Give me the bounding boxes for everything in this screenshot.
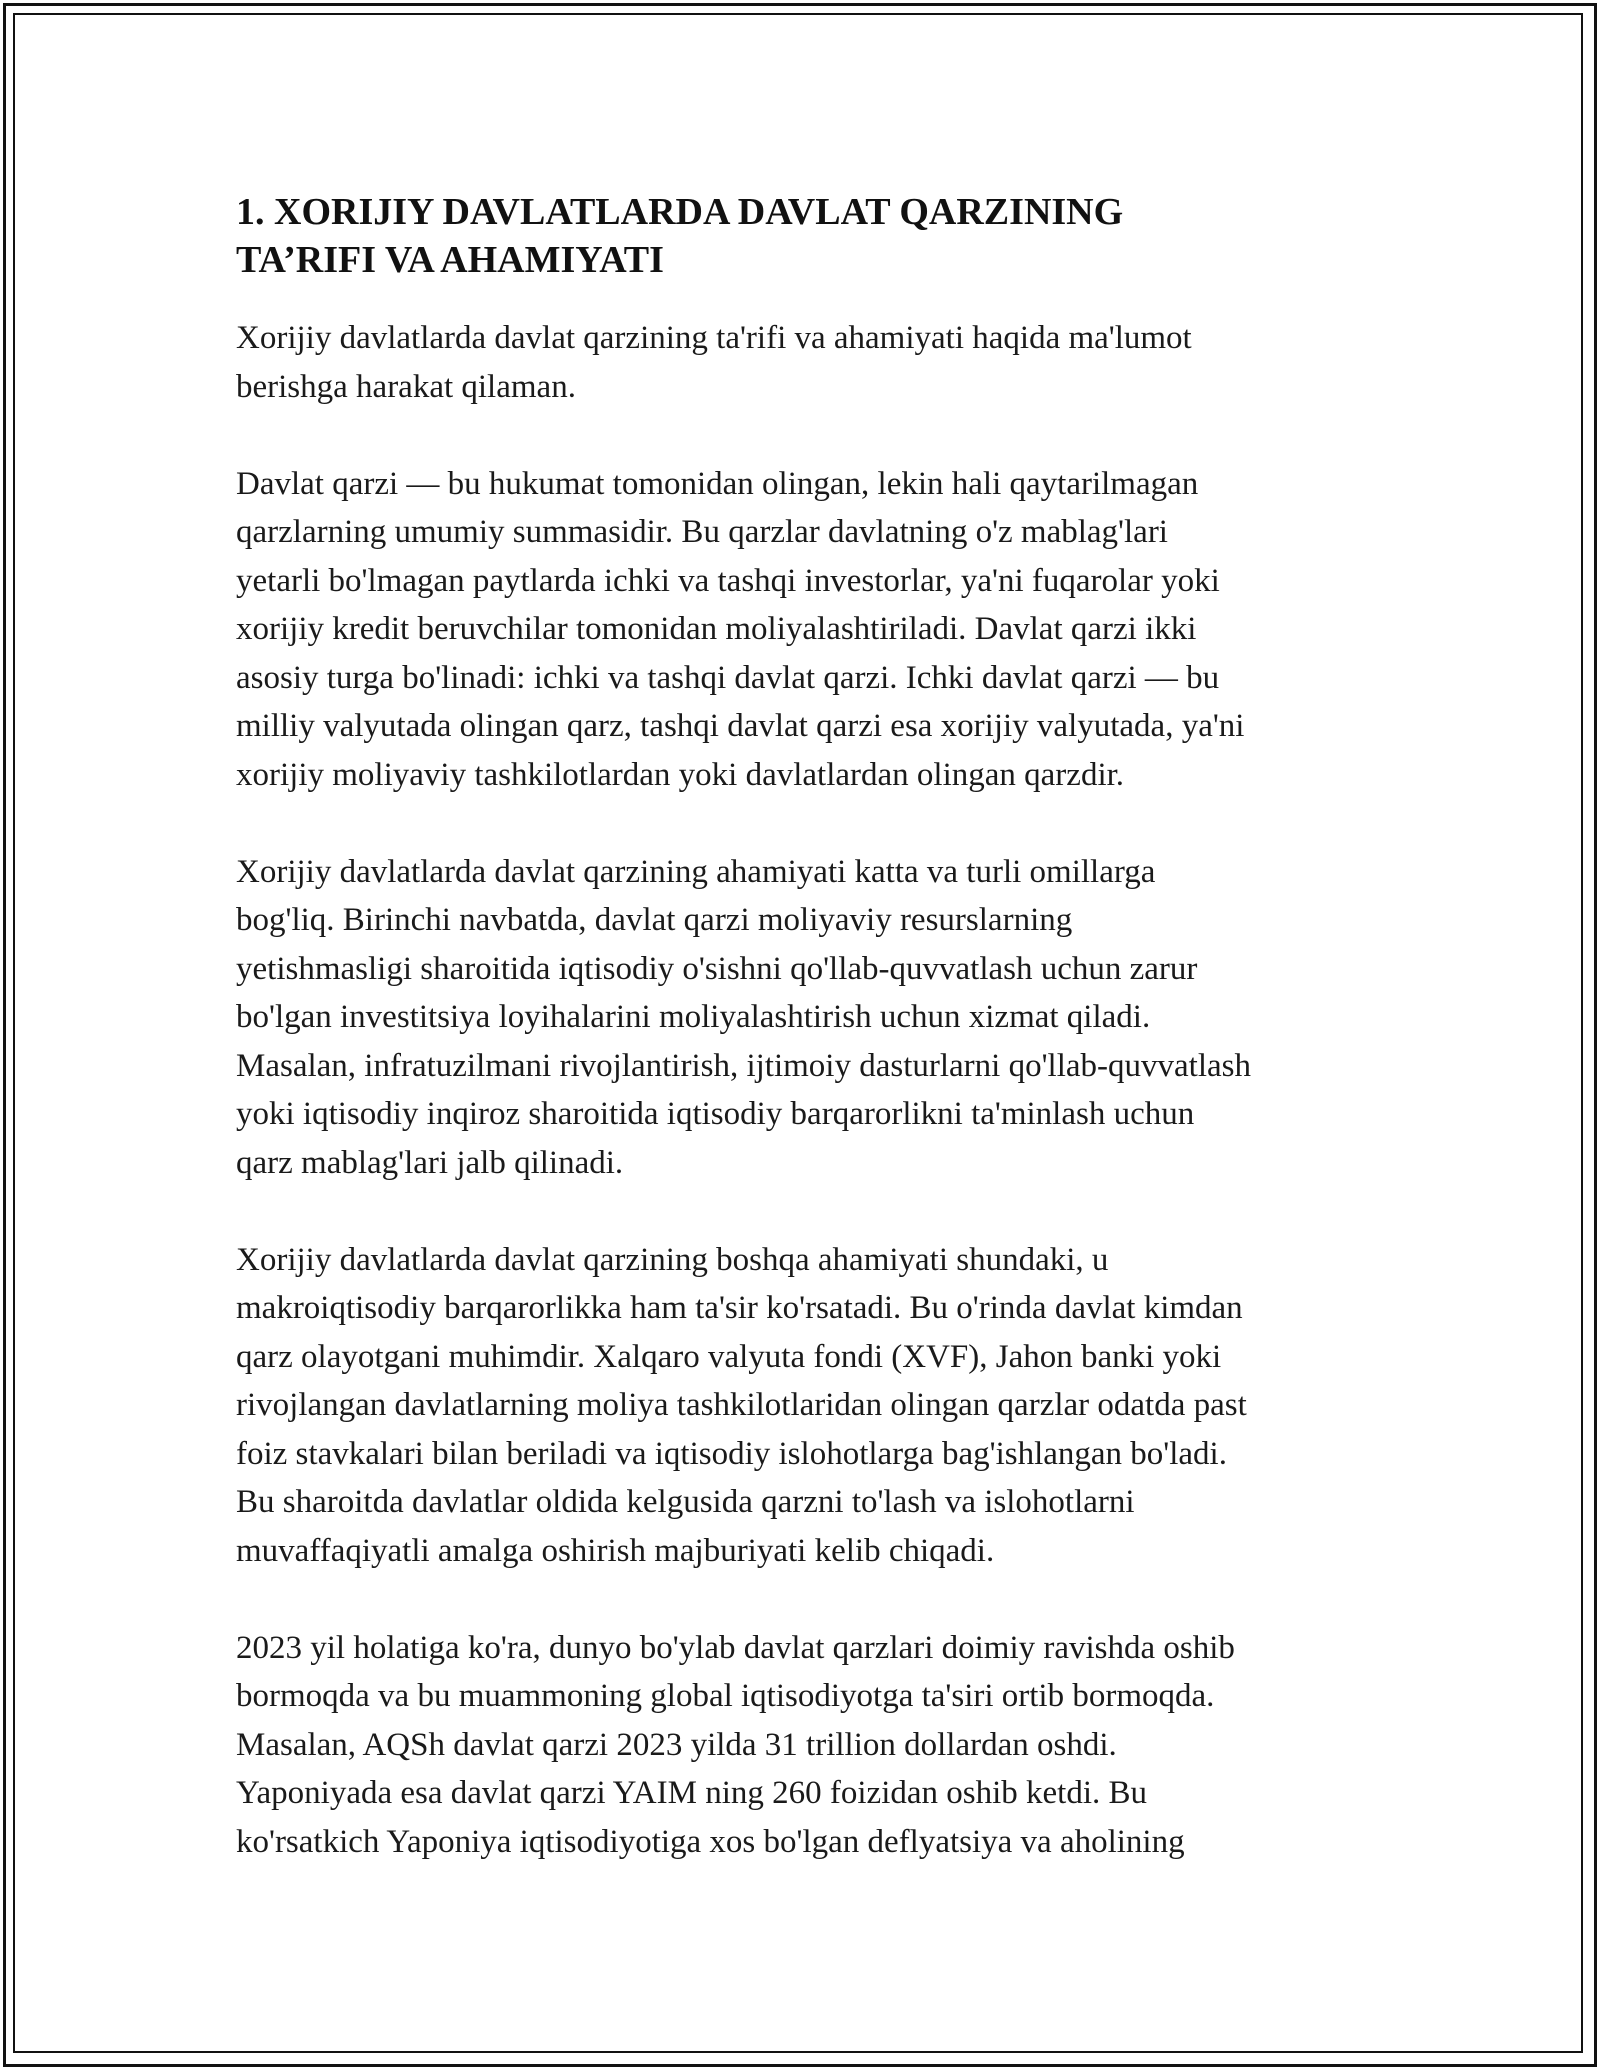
text-line: Xorijiy davlatlarda davlat qarzining boshqa ahamiyati shundaki, u [236, 1241, 1109, 1278]
text-line: bormoqda va bu muammoning global iqtisodiyotga ta'siri ortib bormoqda. [236, 1678, 1215, 1714]
paragraph-macroeconomic [236, 1236, 1366, 1576]
paragraph-definition [236, 460, 1366, 800]
text-line: milliy valyutada olingan qarz, tashqi davlat qarzi esa xorijiy valyutada, ya'ni [236, 708, 1245, 744]
section-heading [236, 188, 1366, 284]
text-line: foiz stavkalari bilan beriladi va iqtisodiy islohotlarga bag'ishlangan bo'ladi. [236, 1435, 1227, 1472]
document-body [236, 188, 1366, 1915]
text-line: berishga harakat qilaman. [236, 368, 576, 405]
heading-line: 1. XORIJIY DAVLATLARDA DAVLAT QARZINING [236, 191, 1124, 233]
text-line: Bu sharoitda davlatlar oldida kelgusida qarzni to'lash va islohotlarni [236, 1484, 1135, 1520]
text-line: yoki iqtisodiy inqiroz sharoitida iqtisodiy barqarorlikni ta'minlash uchun [236, 1096, 1195, 1132]
text-line: Masalan, AQSh davlat qarzi 2023 yilda 31 trillion dollardan oshdi. [236, 1726, 1117, 1763]
paragraph-importance [236, 848, 1366, 1188]
text-line: xorijiy moliyaviy tashkilotlardan yoki davlatlardan olingan qarzdir. [236, 756, 1125, 793]
text-line: Xorijiy davlatlarda davlat qarzining ahamiyati katta va turli omillarga [236, 853, 1156, 890]
paragraph-intro [236, 314, 1366, 411]
text-line: 2023 yil holatiga ko'ra, dunyo bo'ylab davlat qarzlari doimiy ravishda oshib [236, 1629, 1235, 1666]
text-line: bog'liq. Birinchi navbatda, davlat qarzi moliyaviy resurslarning [236, 902, 1073, 938]
text-line: muvaffaqiyatli amalga oshirish majburiyati kelib chiqadi. [236, 1532, 995, 1569]
text-line: qarzlarning umumiy summasidir. Bu qarzlar davlatning o'z mablag'lari [236, 514, 1168, 550]
paragraph-statistics [236, 1624, 1366, 1867]
text-line: yetarli bo'lmagan paytlarda ichki va tashqi investorlar, ya'ni fuqarolar yoki [236, 562, 1220, 599]
heading-line: TA’RIFI VA AHAMIYATI [236, 239, 664, 281]
text-line: Yaponiyada esa davlat qarzi YAIM ning 260 foizidan oshib ketdi. Bu [236, 1775, 1148, 1811]
text-line: Davlat qarzi — bu hukumat tomonidan olingan, lekin hali qaytarilmagan [236, 465, 1199, 502]
text-line: qarz mablag'lari jalb qilinadi. [236, 1144, 624, 1181]
text-line: rivojlangan davlatlarning moliya tashkilotlaridan olingan qarzlar odatda past [236, 1387, 1247, 1423]
text-line: makroiqtisodiy barqarorlikka ham ta'sir ko'rsatadi. Bu o'rinda davlat kimdan [236, 1290, 1243, 1326]
text-line: Xorijiy davlatlarda davlat qarzining ta'rifi va ahamiyati haqida ma'lumot [236, 320, 1192, 356]
text-line: qarz olayotgani muhimdir. Xalqaro valyuta fondi (XVF), Jahon banki yoki [236, 1338, 1222, 1375]
text-line: bo'lgan investitsiya loyihalarini moliyalashtirish uchun xizmat qiladi. [236, 999, 1151, 1035]
text-line: asosiy turga bo'linadi: ichki va tashqi davlat qarzi. Ichki davlat qarzi — bu [236, 659, 1220, 696]
text-line: Masalan, infratuzilmani rivojlantirish, ijtimoiy dasturlarni qo'llab-quvvatlash [236, 1047, 1251, 1084]
text-line: ko'rsatkich Yaponiya iqtisodiyotiga xos bo'lgan deflyatsiya va aholining [236, 1823, 1185, 1860]
text-line: xorijiy kredit beruvchilar tomonidan moliyalashtiriladi. Davlat qarzi ikki [236, 611, 1197, 647]
text-line: yetishmasligi sharoitida iqtisodiy o'sishni qo'llab-quvvatlash uchun zarur [236, 950, 1198, 987]
